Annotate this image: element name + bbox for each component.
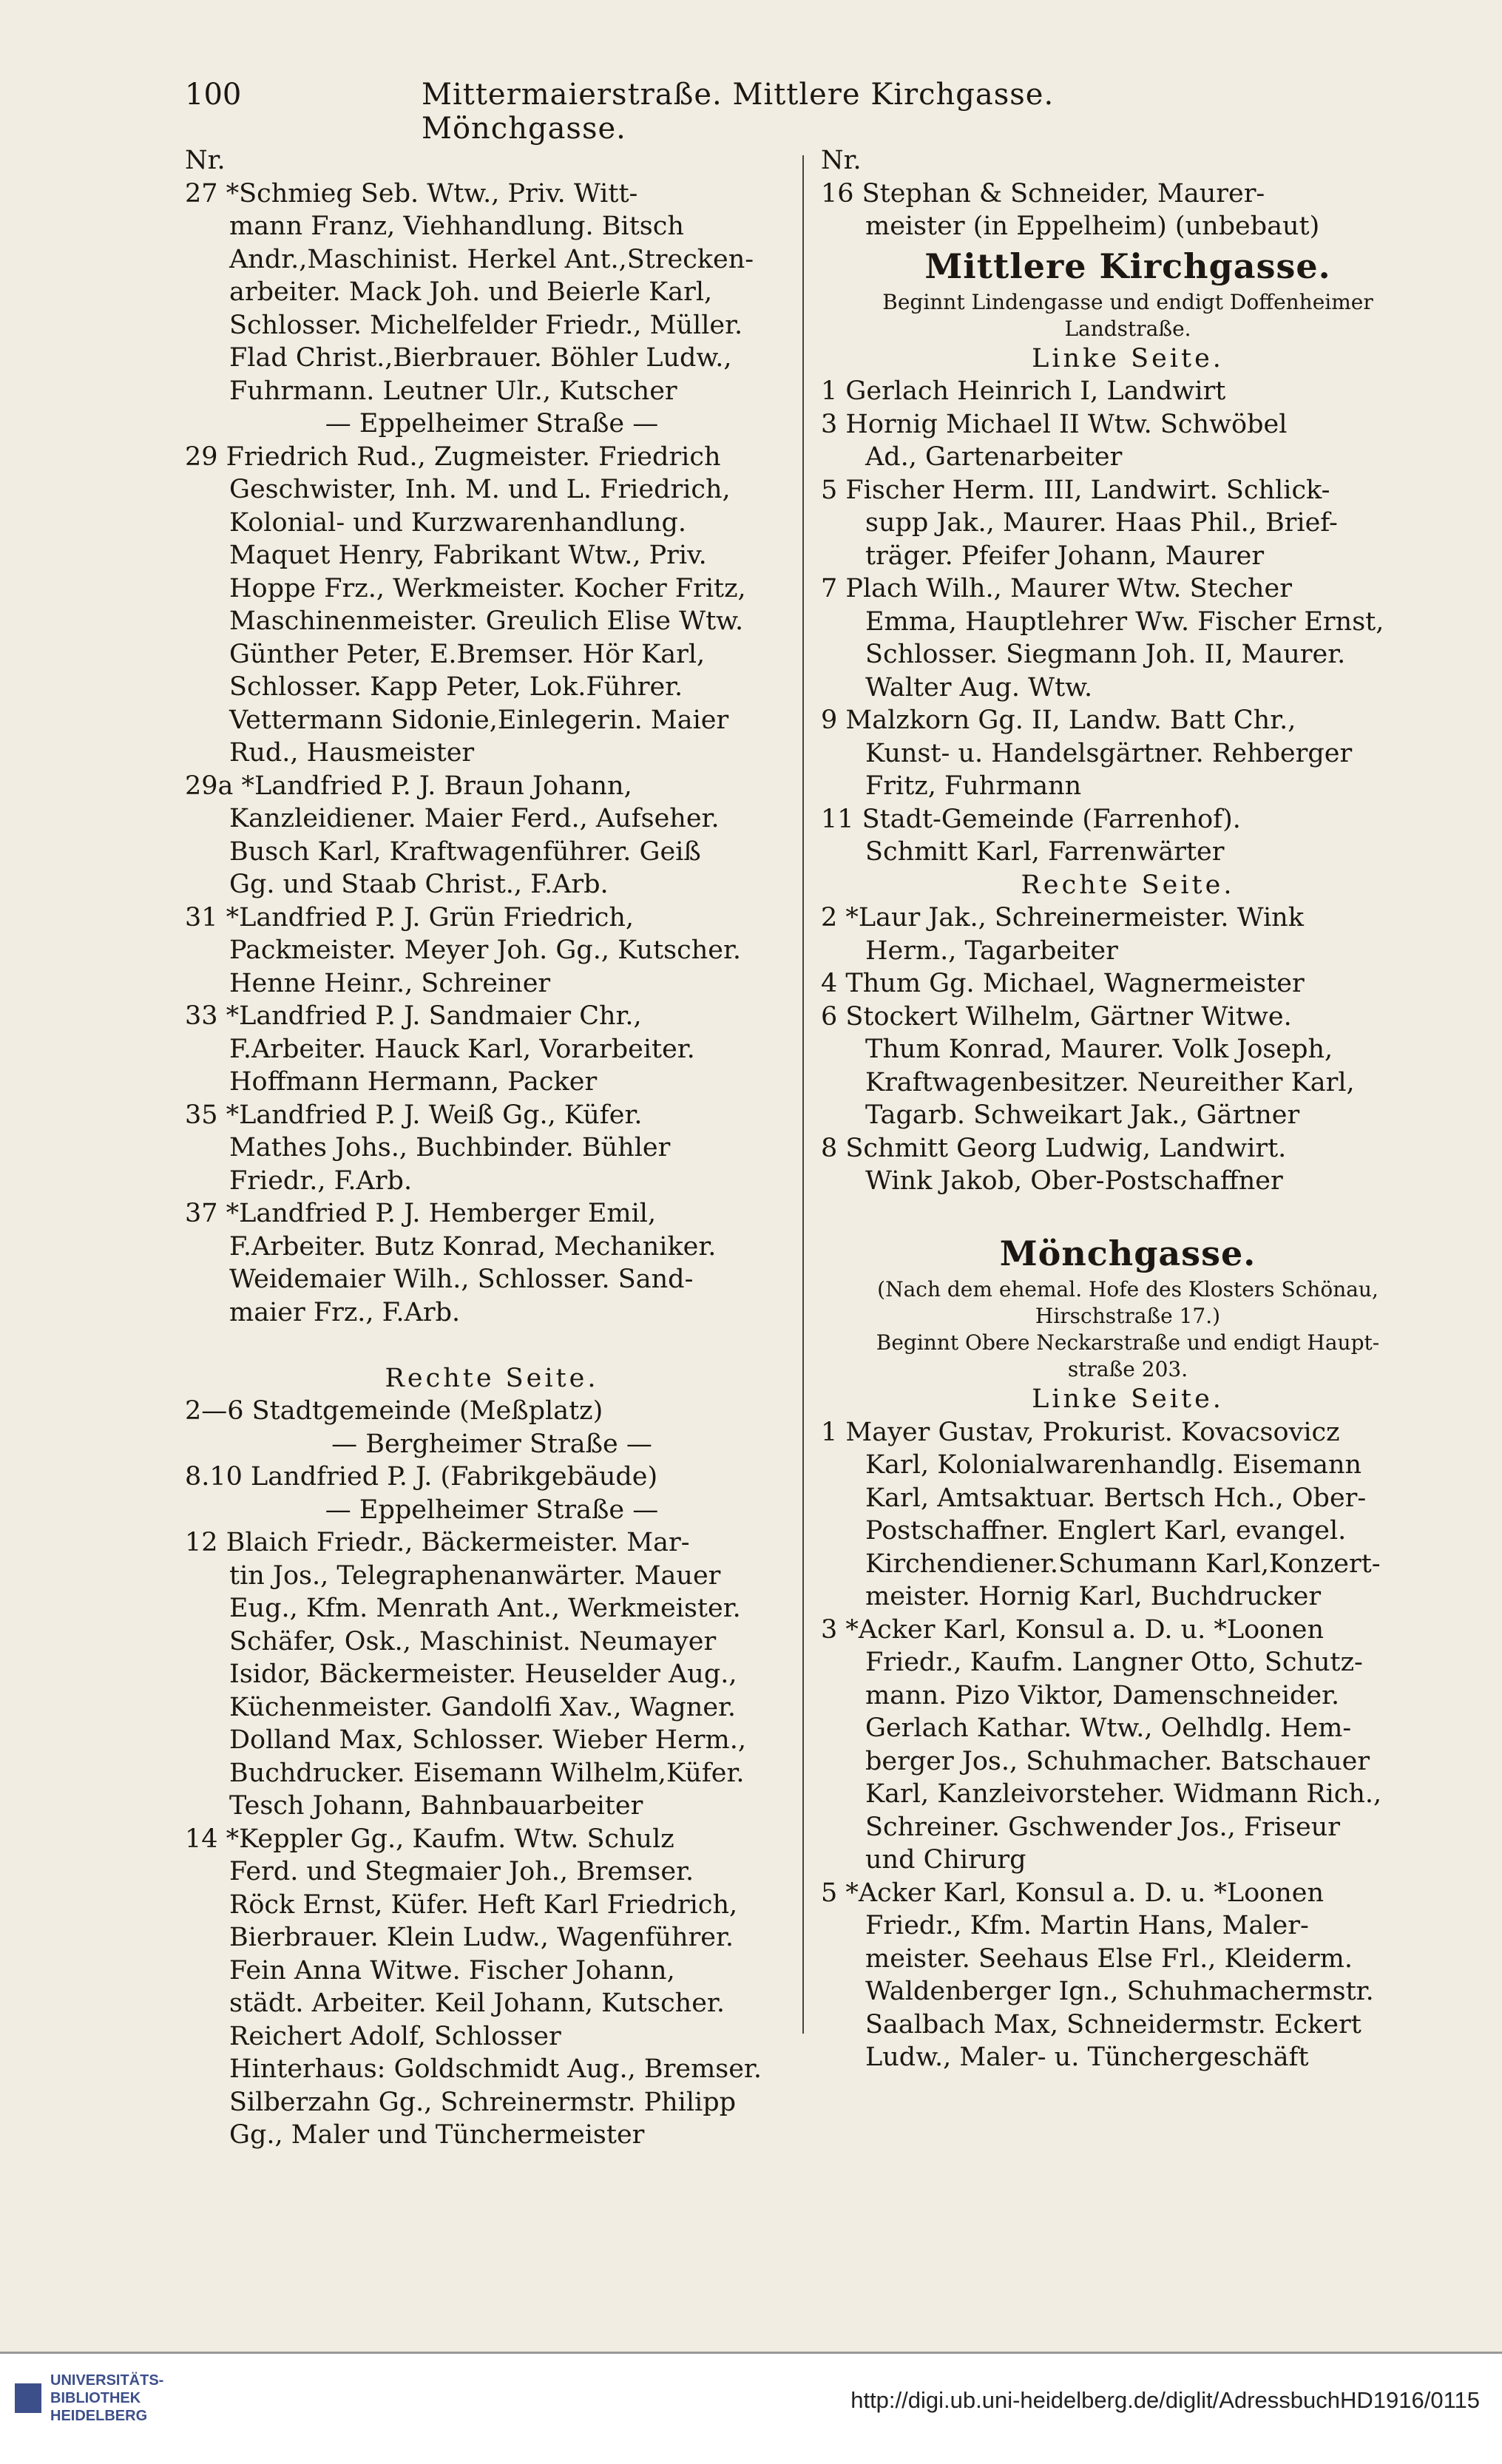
right-column-line: Schmitt Karl, Farrenwärter [865,837,1225,867]
left-column-line: Isidor, Bäckermeister. Heuselder Aug., [229,1659,737,1689]
right-column-line: Friedr., Kfm. Martin Hans, Maler- [865,1911,1309,1940]
right-column-line: Saalbach Max, Schneidermstr. Eckert [865,2009,1361,2040]
right-column-line: Linke Seite. [1032,343,1224,373]
right-column-line: straße 203. [1067,1357,1188,1381]
left-column-line: Andr.,Maschinist. Herkel Ant.,Strecken- [229,244,754,274]
left-column-line: Röck Ernst, Küfer. Heft Karl Friedrich, [229,1889,738,1920]
right-column-line: mann. Pizo Viktor, Damenschneider. [865,1680,1340,1710]
left-column-line: Rud., Hausmeister [229,738,475,768]
right-column-line: Kirchendiener.Schumann Karl,Konzert- [865,1549,1381,1579]
left-column-line: 14 *Keppler Gg., Kaufm. Wtw. Schulz [185,1824,674,1854]
right-column-line: Tagarb. Schweikart Jak., Gärtner [865,1100,1300,1130]
right-column-line: Kunst- u. Handelsgärtner. Rehberger [865,738,1353,768]
right-column-line: und Chirurg [865,1845,1026,1875]
right-column-line: Beginnt Lindengasse und endigt Doffenheimer [882,289,1373,314]
left-column-line: Hinterhaus: Goldschmidt Aug., Bremser. [229,2054,762,2084]
right-column-line: meister (in Eppelheim) (unbebaut) [865,211,1320,241]
right-column-line: 5 Fischer Herm. III, Landwirt. Schlick- [821,475,1330,505]
right-column-line: Postschaffner. Englert Karl, evangel. [865,1516,1347,1546]
right-column-line: Karl, Kolonialwarenhandlg. Eisemann [865,1450,1362,1480]
left-column-line: 35 *Landfried P. J. Weiß Gg., Küfer. [185,1100,643,1130]
right-column-line: Landstraße. [1064,316,1191,341]
left-column-line: Friedr., F.Arb. [229,1165,413,1196]
left-column-line: Kanzleidiener. Maier Ferd., Aufseher. [229,804,720,833]
left-column-line: Rechte Seite. [385,1363,599,1393]
right-column-line: 1 Gerlach Heinrich I, Landwirt [821,376,1226,406]
right-column-line: Schreiner. Gschwender Jos., Friseur [865,1812,1340,1842]
left-column-line: Mathes Johs., Buchbinder. Bühler [229,1133,671,1162]
left-column-line: Vettermann Sidonie,Einlegerin. Maier [229,705,729,735]
left-column-line: Fein Anna Witwe. Fischer Johann, [229,1955,675,1986]
right-column-line: meister. Seehaus Else Frl., Kleiderm. [865,1943,1353,1974]
left-column-line: F.Arbeiter. Hauck Karl, Vorarbeiter. [229,1034,695,1064]
left-column-line: Hoppe Frz., Werkmeister. Kocher Fritz, [229,573,746,603]
right-column-line: Linke Seite. [1032,1384,1224,1414]
left-column-line: Buchdrucker. Eisemann Wilhelm,Küfer. [229,1758,745,1788]
right-column-line: Herm., Tagarbeiter [865,935,1118,966]
right-column-line: 8 Schmitt Georg Ludwig, Landwirt. [821,1133,1287,1163]
right-column-line [821,1198,1435,1231]
left-column-line: Schäfer, Osk., Maschinist. Neumayer [229,1626,717,1656]
left-column-line: 27 *Schmieg Seb. Wtw., Priv. Witt- [185,178,638,209]
page-number: 100 [185,78,242,112]
right-column-line: 4 Thum Gg. Michael, Wagnermeister [821,969,1305,998]
right-column-line: 3 *Acker Karl, Konsul a. D. u. *Loonen [821,1614,1325,1645]
right-column-line: Schlosser. Siegmann Joh. II, Maurer. [865,640,1346,669]
left-column-line: Silberzahn Gg., Schreinermstr. Philipp [229,2087,737,2117]
right-column-line: Thum Konrad, Maurer. Volk Joseph, [865,1035,1333,1064]
left-column-line: 33 *Landfried P. J. Sandmaier Chr., [185,1001,642,1031]
left-column-line: Hoffmann Hermann, Packer [229,1067,598,1097]
page-header [185,78,1191,146]
left-column-line: Ferd. und Stegmaier Joh., Bremser. [229,1857,694,1886]
left-column-line: Gg., Maler und Tünchermeister [229,2120,645,2150]
left-column-line: Küchenmeister. Gandolfi Xav., Wagner. [229,1692,737,1722]
left-column-line: Schlosser. Michelfelder Friedr., Müller. [229,310,743,340]
right-column-line: Kraftwagenbesitzer. Neureither Karl, [865,1067,1355,1097]
left-column-line: 31 *Landfried P. J. Grün Friedrich, [185,902,635,933]
left-column-line: Bierbrauer. Klein Ludw., Wagenführer. [229,1923,734,1952]
left-column-line: Weidemaier Wilh., Schlosser. Sand- [229,1265,694,1294]
right-column-line: berger Jos., Schuhmacher. Batschauer [865,1746,1370,1776]
library-logo-icon [15,2383,41,2413]
right-column-line: träger. Pfeifer Johann, Maurer [865,541,1265,571]
left-column-line: Eug., Kfm. Menrath Ant., Werkmeister. [229,1594,741,1623]
right-column-line: meister. Hornig Karl, Buchdrucker [865,1582,1322,1611]
right-column-line: 7 Plach Wilh., Maurer Wtw. Stecher [821,574,1292,603]
left-column-line: Tesch Johann, Bahnbauarbeiter [229,1791,643,1821]
column-divider [802,155,804,2034]
right-column-line: Karl, Kanzleivorsteher. Widmann Rich., [865,1779,1382,1809]
left-column-line: maier Frz., F.Arb. [229,1297,461,1327]
left-column-line: — Bergheimer Straße — [331,1429,652,1459]
right-column [821,144,1435,2074]
right-column-line: 1 Mayer Gustav, Prokurist. Kovacsovicz [821,1417,1340,1447]
left-column-line: mann Franz, Viehhandlung. Bitsch [229,211,684,241]
logo-line-1: UNIVERSITÄTS- [50,2372,164,2389]
left-column-line: Reichert Adolf, Schlosser [229,2021,561,2051]
left-column-line: 37 *Landfried P. J. Hemberger Emil, [185,1199,657,1228]
right-column-line: Fritz, Fuhrmann [865,771,1082,801]
left-column-line: Kolonial- und Kurzwarenhandlung. [229,507,686,538]
right-column-line: Ludw., Maler- u. Tünchergeschäft [865,2042,1309,2072]
left-column-line: Nr. [185,146,226,175]
left-column-line: 12 Blaich Friedr., Bäckermeister. Mar- [185,1528,690,1557]
right-column-line: 16 Stephan & Schneider, Maurer- [821,178,1265,209]
left-column-line: F.Arbeiter. Butz Konrad, Mechaniker. [229,1231,717,1262]
left-column-line: Packmeister. Meyer Joh. Gg., Kutscher. [229,935,741,965]
right-column-line: Ad., Gartenarbeiter [865,442,1123,472]
right-column-line: Walter Aug. Wtw. [865,672,1093,703]
logo-line-2: BIBLIOTHEK [50,2390,141,2406]
right-column-line: Rechte Seite. [1021,870,1235,900]
right-column-line: Wink Jakob, Ober-Postschaffner [865,1166,1283,1196]
left-column-line: tin Jos., Telegraphenanwärter. Mauer [229,1560,721,1591]
right-column-line: 5 *Acker Karl, Konsul a. D. u. *Loonen [821,1878,1325,1908]
left-column-line: Busch Karl, Kraftwagenführer. Geiß [229,836,701,867]
left-column-line: — Eppelheimer Straße — [325,1495,659,1525]
library-logo[interactable] [15,2372,192,2443]
left-column-line: arbeiter. Mack Joh. und Beierle Karl, [229,277,713,307]
footer-bar [0,2352,1502,2464]
right-column-line: Emma, Hauptlehrer Ww. Fischer Ernst, [865,606,1384,637]
right-column-line: (Nach dem ehemal. Hofe des Klosters Schönau, [877,1277,1378,1302]
right-column-line: Friedr., Kaufm. Langner Otto, Schutz- [865,1648,1363,1677]
left-column-line: 8.10 Landfried P. J. (Fabrikgebäude) [185,1462,658,1492]
left-column-line: städt. Arbeiter. Keil Johann, Kutscher. [229,1989,725,2018]
right-column-line: Beginnt Obere Neckarstraße und endigt Haupt- [876,1330,1380,1355]
left-column-line: Günther Peter, E.Bremser. Hör Karl, [229,639,706,669]
page-title: Mittermaierstraße. Mittlere Kirchgasse. Mönchgasse. [422,78,1055,146]
right-column-line: Karl, Amtsaktuar. Bertsch Hch., Ober- [865,1483,1367,1513]
left-column-line: Schlosser. Kapp Peter, Lok.Führer. [229,672,683,702]
left-column-line: Maschinenmeister. Greulich Elise Wtw. [229,606,744,636]
left-column-line: Maquet Henry, Fabrikant Wtw., Priv. [229,541,707,570]
left-column-line: 29a *Landfried P. J. Braun Johann, [185,771,632,801]
section-heading: Mönchgasse. [999,1233,1256,1273]
section-heading: Mittlere Kirchgasse. [924,246,1331,286]
right-column-line: 2 *Laur Jak., Schreinermeister. Wink [821,903,1304,933]
left-column-line: Flad Christ.,Bierbrauer. Böhler Ludw., [229,343,732,373]
right-column-line: Waldenberger Ign., Schuhmachermstr. [865,1977,1374,2006]
right-column-line: Gerlach Kathar. Wtw., Oelhdlg. Hem- [865,1713,1352,1743]
right-column-line: Nr. [821,146,862,175]
left-column-line: Dolland Max, Schlosser. Wieber Herm., [229,1725,746,1755]
left-column-line: Geschwister, Inh. M. und L. Friedrich, [229,475,731,504]
left-column-line: — Eppelheimer Straße — [325,409,659,439]
left-column-line: 29 Friedrich Rud., Zugmeister. Friedrich [185,441,721,472]
left-column-line [185,1329,799,1362]
right-column-line: 3 Hornig Michael II Wtw. Schwöbel [821,409,1288,439]
right-column-line: supp Jak., Maurer. Haas Phil., Brief- [865,508,1338,538]
left-column [185,144,799,2152]
right-column-line: 6 Stockert Wilhelm, Gärtner Witwe. [821,1001,1292,1032]
left-column-line: Henne Heinr., Schreiner [229,968,551,998]
left-column-line: 2—6 Stadtgemeinde (Meßplatz) [185,1396,603,1426]
source-url[interactable]: http://digi.ub.uni-heidelberg.de/diglit/AdressbuchHD1916/0115 [850,2387,1480,2413]
logo-line-3: HEIDELBERG [50,2408,148,2424]
right-column-line: 11 Stadt-Gemeinde (Farrenhof). [821,804,1241,834]
left-column-line: Gg. und Staab Christ., F.Arb. [229,870,609,899]
left-column-line: Fuhrmann. Leutner Ulr., Kutscher [229,376,677,406]
right-column-line: Hirschstraße 17.) [1035,1304,1221,1328]
right-column-line: 9 Malzkorn Gg. II, Landw. Batt Chr., [821,705,1296,735]
